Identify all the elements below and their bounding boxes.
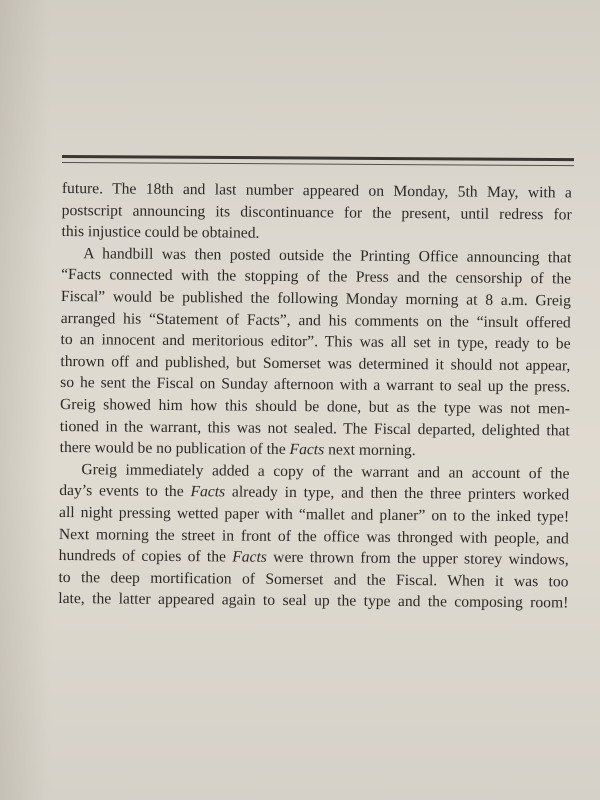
text-line: tioned in the warrant, this was not sealed. The Fiscal departed, delighted that	[59, 417, 570, 439]
text-line: to the deep mortification of Somerset and the Fiscal. When it was too	[58, 568, 569, 591]
header-rule-thin	[62, 162, 574, 166]
text-line: late, the latter appeared again to seal up the type and the composing room!	[58, 590, 569, 612]
text-run: next morning.	[324, 441, 416, 460]
text-line: postscript announcing its discontinuance for the present, until redress for	[61, 201, 572, 224]
text-run: there would be no publication of the	[59, 439, 290, 459]
text-line: this injustice could be obtained.	[61, 223, 260, 242]
text-run: day’s events to the	[59, 482, 191, 501]
text-line: Fiscal” would be published the following Monday morning at 8 a.m. Greig	[60, 287, 572, 310]
text-line: to an innocent and meritorious editor”. This was all set in type, ready to be	[60, 331, 571, 353]
text-run: hundreds of copies of the	[58, 547, 233, 566]
text-line: Greig showed him how this should be done, but as the type was not men-	[59, 395, 571, 418]
text-line: so he sent the Fiscal on Sunday afternoon with a warrant to seal up the press.	[60, 374, 571, 396]
italic-title: Facts	[190, 483, 226, 501]
text-line: “Facts connected with the stopping of the Press and the censorship of the	[61, 266, 572, 288]
header-rule-thick	[62, 155, 574, 161]
text-line: future. The 18th and last number appeared on Monday, 5th May, with a	[61, 179, 572, 202]
text-line: A handbill was then posted outside the Printing Office announcing that	[83, 244, 572, 267]
text-line: Next morning the street in front of the office was thronged with people, and	[58, 525, 569, 547]
text-line: thrown off and published, but Somerset was determined it should not appear,	[60, 352, 571, 375]
body-text	[58, 178, 572, 614]
text-run: were thrown from the upper storey windows,	[266, 548, 569, 569]
page-shadow	[0, 0, 50, 800]
text-line: arranged his “Statement of Facts”, and his comments on the “insult offered	[60, 309, 571, 332]
text-line: all night pressing wetted paper with “mallet and planer” on to the inked type!	[59, 503, 570, 526]
text-run: already in type, and then the three printers worked	[225, 483, 570, 504]
italic-title: Facts	[289, 441, 325, 459]
italic-title: Facts	[232, 548, 267, 566]
text-line: Greig immediately added a copy of the warrant and an account of the	[81, 460, 570, 483]
